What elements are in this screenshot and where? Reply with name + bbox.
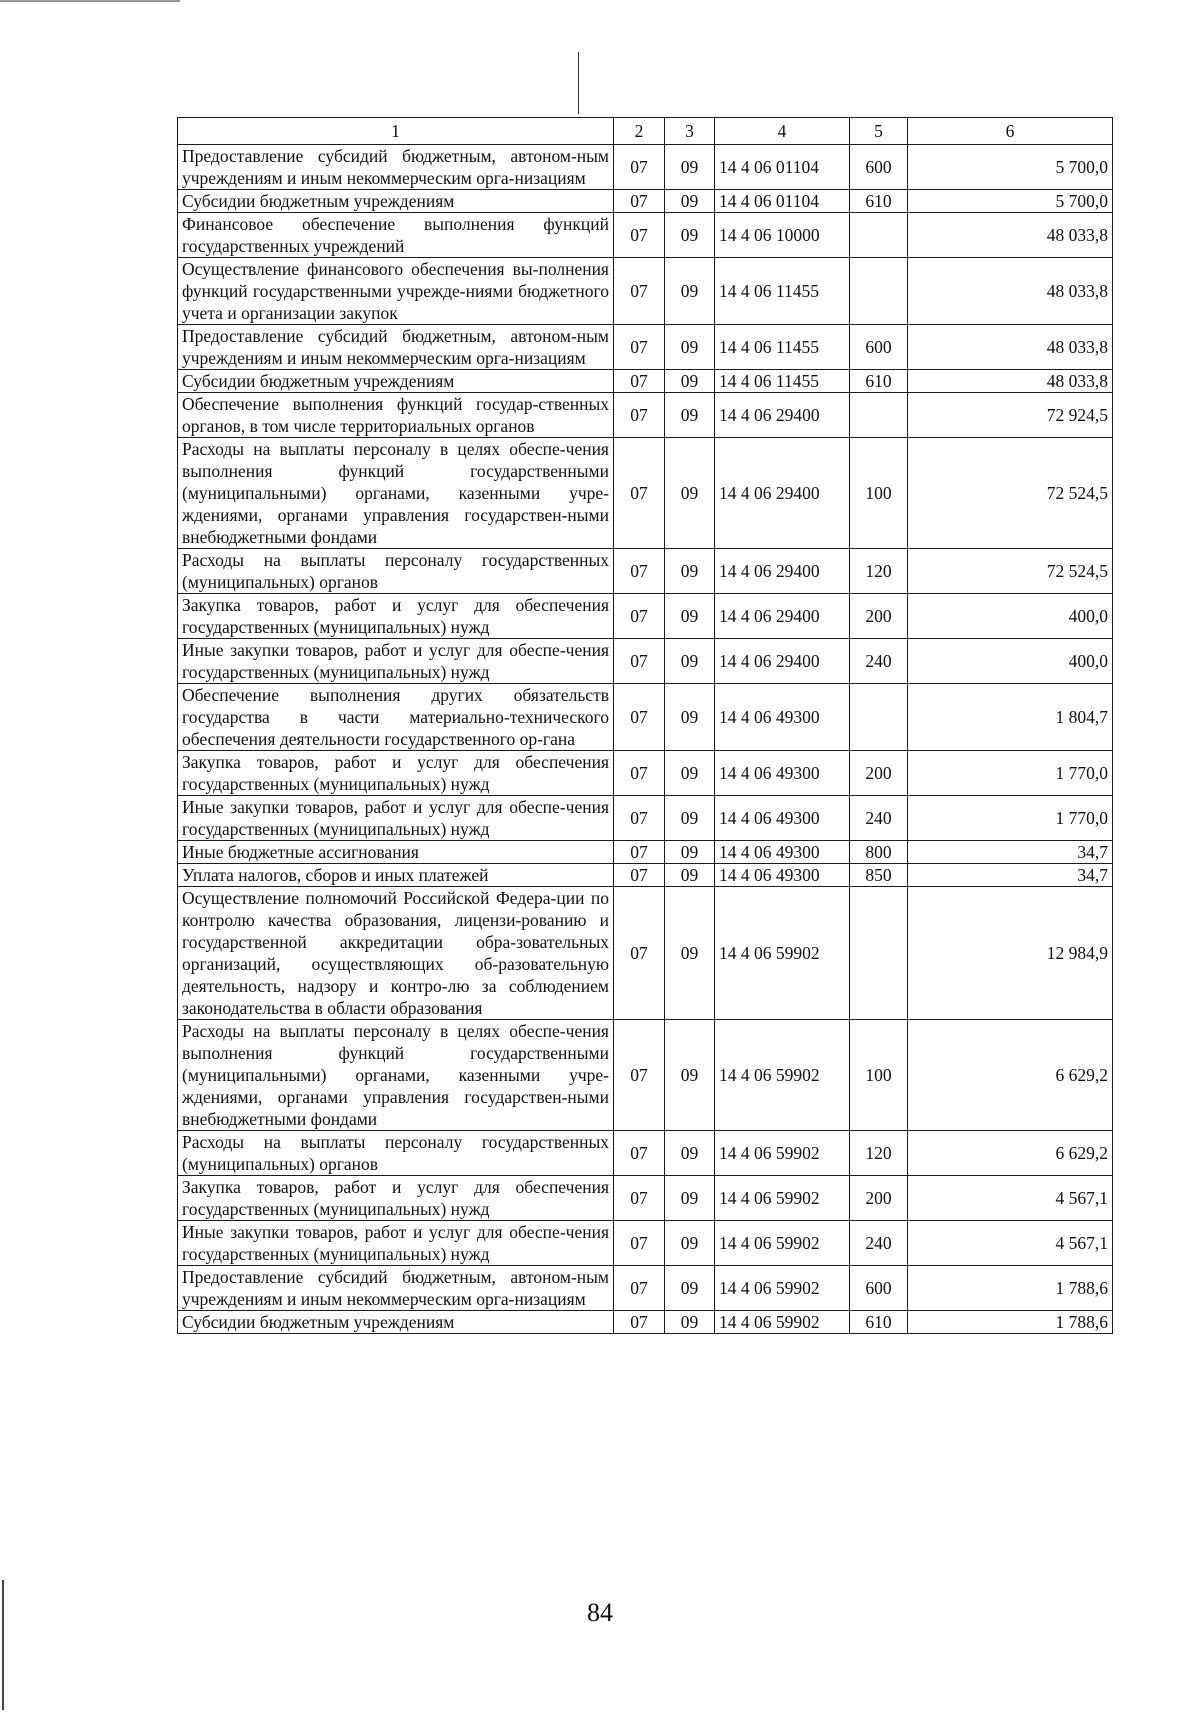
amount-value: 48 033,8 <box>908 370 1113 393</box>
section-code: 07 <box>614 1020 665 1131</box>
expense-type-code: 100 <box>850 438 908 549</box>
row-description: Закупка товаров, работ и услуг для обеспечения государственных (муниципальных) нужд <box>178 751 614 796</box>
section-code: 07 <box>614 549 665 594</box>
column-header: 2 <box>614 118 665 145</box>
section-code: 07 <box>614 393 665 438</box>
amount-value: 72 524,5 <box>908 549 1113 594</box>
row-description: Уплата налогов, сборов и иных платежей <box>178 864 614 887</box>
target-article-code: 14 4 06 01104 <box>715 190 850 213</box>
section-code: 07 <box>614 213 665 258</box>
expense-type-code: 200 <box>850 594 908 639</box>
subsection-code: 09 <box>665 370 715 393</box>
target-article-code: 14 4 06 11455 <box>715 370 850 393</box>
table-row <box>178 751 1113 796</box>
subsection-code: 09 <box>665 1020 715 1131</box>
page-number: 84 <box>587 1598 613 1627</box>
column-header: 5 <box>850 118 908 145</box>
amount-value: 6 629,2 <box>908 1131 1113 1176</box>
amount-value: 1 804,7 <box>908 684 1113 751</box>
amount-value: 12 984,9 <box>908 887 1113 1020</box>
table-row <box>178 684 1113 751</box>
expense-type-code: 600 <box>850 145 908 190</box>
amount-value: 72 524,5 <box>908 438 1113 549</box>
row-description: Иные бюджетные ассигнования <box>178 841 614 864</box>
amount-value: 1 788,6 <box>908 1266 1113 1311</box>
subsection-code: 09 <box>665 1221 715 1266</box>
amount-value: 72 924,5 <box>908 393 1113 438</box>
row-description: Расходы на выплаты персоналу государственных (муниципальных) органов <box>178 549 614 594</box>
target-article-code: 14 4 06 49300 <box>715 864 850 887</box>
table-row <box>178 190 1113 213</box>
expense-type-code: 240 <box>850 796 908 841</box>
target-article-code: 14 4 06 49300 <box>715 684 850 751</box>
column-header: 4 <box>715 118 850 145</box>
table-row <box>178 796 1113 841</box>
subsection-code: 09 <box>665 190 715 213</box>
target-article-code: 14 4 06 49300 <box>715 841 850 864</box>
expense-type-code: 610 <box>850 1311 908 1334</box>
section-code: 07 <box>614 370 665 393</box>
table-row <box>178 393 1113 438</box>
row-description: Иные закупки товаров, работ и услуг для обеспе-чения государственных (муниципальных) нужд <box>178 796 614 841</box>
table-row <box>178 145 1113 190</box>
expense-type-code <box>850 684 908 751</box>
expense-type-code: 240 <box>850 1221 908 1266</box>
row-description: Финансовое обеспечение выполнения функций государственных учреждений <box>178 213 614 258</box>
subsection-code: 09 <box>665 258 715 325</box>
expense-type-code: 200 <box>850 1176 908 1221</box>
amount-value: 400,0 <box>908 594 1113 639</box>
section-code: 07 <box>614 145 665 190</box>
subsection-code: 09 <box>665 325 715 370</box>
subsection-code: 09 <box>665 684 715 751</box>
row-description: Предоставление субсидий бюджетным, автоном-ным учреждениям и иным некоммерческим орга-низациям <box>178 1266 614 1311</box>
expense-type-code <box>850 887 908 1020</box>
table-row <box>178 639 1113 684</box>
target-article-code: 14 4 06 59902 <box>715 1221 850 1266</box>
scan-edge-mark <box>0 0 180 2</box>
table-row <box>178 1020 1113 1131</box>
row-description: Осуществление финансового обеспечения вы-полнения функций государственными учрежде-ниями бюджетного учета и организации закупок <box>178 258 614 325</box>
target-article-code: 14 4 06 10000 <box>715 213 850 258</box>
table-row <box>178 549 1113 594</box>
row-description: Обеспечение выполнения других обязательств государства в части материально-технического обеспечения деятельности государственного ор-гана <box>178 684 614 751</box>
budget-table <box>177 117 1113 1334</box>
subsection-code: 09 <box>665 887 715 1020</box>
row-description: Предоставление субсидий бюджетным, автоном-ным учреждениям и иным некоммерческим орга-низациям <box>178 145 614 190</box>
table-row <box>178 887 1113 1020</box>
table-row <box>178 325 1113 370</box>
expense-type-code <box>850 258 908 325</box>
row-description: Субсидии бюджетным учреждениям <box>178 1311 614 1334</box>
row-description: Предоставление субсидий бюджетным, автоном-ным учреждениям и иным некоммерческим орга-низациям <box>178 325 614 370</box>
amount-value: 5 700,0 <box>908 145 1113 190</box>
amount-value: 1 788,6 <box>908 1311 1113 1334</box>
section-code: 07 <box>614 841 665 864</box>
amount-value: 34,7 <box>908 864 1113 887</box>
expense-type-code <box>850 213 908 258</box>
column-header: 3 <box>665 118 715 145</box>
table-row <box>178 258 1113 325</box>
amount-value: 34,7 <box>908 841 1113 864</box>
row-description: Субсидии бюджетным учреждениям <box>178 190 614 213</box>
target-article-code: 14 4 06 29400 <box>715 393 850 438</box>
expense-type-code: 200 <box>850 751 908 796</box>
target-article-code: 14 4 06 59902 <box>715 1020 850 1131</box>
subsection-code: 09 <box>665 145 715 190</box>
section-code: 07 <box>614 594 665 639</box>
target-article-code: 14 4 06 59902 <box>715 1266 850 1311</box>
amount-value: 4 567,1 <box>908 1176 1113 1221</box>
subsection-code: 09 <box>665 1131 715 1176</box>
row-description: Иные закупки товаров, работ и услуг для обеспе-чения государственных (муниципальных) нужд <box>178 639 614 684</box>
amount-value: 400,0 <box>908 639 1113 684</box>
subsection-code: 09 <box>665 751 715 796</box>
target-article-code: 14 4 06 29400 <box>715 549 850 594</box>
row-description: Субсидии бюджетным учреждениям <box>178 370 614 393</box>
column-header: 6 <box>908 118 1113 145</box>
section-code: 07 <box>614 438 665 549</box>
section-code: 07 <box>614 751 665 796</box>
row-description: Иные закупки товаров, работ и услуг для обеспе-чения государственных (муниципальных) нужд <box>178 1221 614 1266</box>
section-code: 07 <box>614 1176 665 1221</box>
expense-type-code <box>850 393 908 438</box>
target-article-code: 14 4 06 59902 <box>715 1176 850 1221</box>
section-code: 07 <box>614 864 665 887</box>
subsection-code: 09 <box>665 841 715 864</box>
target-article-code: 14 4 06 11455 <box>715 325 850 370</box>
scan-artifact-line <box>578 52 579 114</box>
target-article-code: 14 4 06 59902 <box>715 887 850 1020</box>
section-code: 07 <box>614 325 665 370</box>
expense-type-code: 610 <box>850 370 908 393</box>
target-article-code: 14 4 06 49300 <box>715 796 850 841</box>
subsection-code: 09 <box>665 1266 715 1311</box>
section-code: 07 <box>614 258 665 325</box>
amount-value: 4 567,1 <box>908 1221 1113 1266</box>
section-code: 07 <box>614 1266 665 1311</box>
table-row <box>178 864 1113 887</box>
target-article-code: 14 4 06 49300 <box>715 751 850 796</box>
expense-type-code: 100 <box>850 1020 908 1131</box>
section-code: 07 <box>614 1311 665 1334</box>
row-description: Расходы на выплаты персоналу в целях обеспе-чения выполнения функций государственными (муниципальными) органами, казенными учре-ждениями, органами управления государствен-ными внебюджетными фондами <box>178 438 614 549</box>
expense-type-code: 600 <box>850 1266 908 1311</box>
target-article-code: 14 4 06 29400 <box>715 639 850 684</box>
amount-value: 48 033,8 <box>908 213 1113 258</box>
table-row <box>178 1311 1113 1334</box>
amount-value: 48 033,8 <box>908 258 1113 325</box>
table-row <box>178 438 1113 549</box>
expense-type-code: 120 <box>850 549 908 594</box>
expense-type-code: 600 <box>850 325 908 370</box>
target-article-code: 14 4 06 29400 <box>715 438 850 549</box>
target-article-code: 14 4 06 59902 <box>715 1311 850 1334</box>
subsection-code: 09 <box>665 639 715 684</box>
table-row <box>178 594 1113 639</box>
expense-type-code: 240 <box>850 639 908 684</box>
target-article-code: 14 4 06 11455 <box>715 258 850 325</box>
subsection-code: 09 <box>665 594 715 639</box>
table-row <box>178 841 1113 864</box>
row-description: Расходы на выплаты персоналу в целях обеспе-чения выполнения функций государственными (муниципальными) органами, казенными учре-ждениями, органами управления государствен-ными внебюджетными фондами <box>178 1020 614 1131</box>
amount-value: 1 770,0 <box>908 751 1113 796</box>
section-code: 07 <box>614 796 665 841</box>
subsection-code: 09 <box>665 549 715 594</box>
target-article-code: 14 4 06 59902 <box>715 1131 850 1176</box>
row-description: Осуществление полномочий Российской Федера-ции по контролю качества образования, лицензи-рованию и государственной аккредитации обра-зовательных организаций, осуществляющих об-разовательную деятельность, надзору и контро-лю за соблюдением законодательства в области образования <box>178 887 614 1020</box>
table-row <box>178 1266 1113 1311</box>
table-row <box>178 1176 1113 1221</box>
subsection-code: 09 <box>665 393 715 438</box>
section-code: 07 <box>614 190 665 213</box>
table-row <box>178 1131 1113 1176</box>
row-description: Закупка товаров, работ и услуг для обеспечения государственных (муниципальных) нужд <box>178 1176 614 1221</box>
row-description: Расходы на выплаты персоналу государственных (муниципальных) органов <box>178 1131 614 1176</box>
column-header: 1 <box>178 118 614 145</box>
subsection-code: 09 <box>665 213 715 258</box>
amount-value: 1 770,0 <box>908 796 1113 841</box>
amount-value: 5 700,0 <box>908 190 1113 213</box>
subsection-code: 09 <box>665 1176 715 1221</box>
subsection-code: 09 <box>665 864 715 887</box>
expense-type-code: 800 <box>850 841 908 864</box>
subsection-code: 09 <box>665 438 715 549</box>
amount-value: 6 629,2 <box>908 1020 1113 1131</box>
target-article-code: 14 4 06 01104 <box>715 145 850 190</box>
subsection-code: 09 <box>665 1311 715 1334</box>
table-row <box>178 1221 1113 1266</box>
row-description: Закупка товаров, работ и услуг для обеспечения государственных (муниципальных) нужд <box>178 594 614 639</box>
target-article-code: 14 4 06 29400 <box>715 594 850 639</box>
expense-type-code: 610 <box>850 190 908 213</box>
row-description: Обеспечение выполнения функций государ-ственных органов, в том числе территориальных органов <box>178 393 614 438</box>
section-code: 07 <box>614 1221 665 1266</box>
amount-value: 48 033,8 <box>908 325 1113 370</box>
expense-type-code: 850 <box>850 864 908 887</box>
subsection-code: 09 <box>665 796 715 841</box>
section-code: 07 <box>614 684 665 751</box>
table-row <box>178 370 1113 393</box>
table-body <box>178 145 1113 1334</box>
section-code: 07 <box>614 1131 665 1176</box>
table-header-row <box>178 118 1113 145</box>
expense-type-code: 120 <box>850 1131 908 1176</box>
section-code: 07 <box>614 639 665 684</box>
section-code: 07 <box>614 887 665 1020</box>
table-row <box>178 213 1113 258</box>
